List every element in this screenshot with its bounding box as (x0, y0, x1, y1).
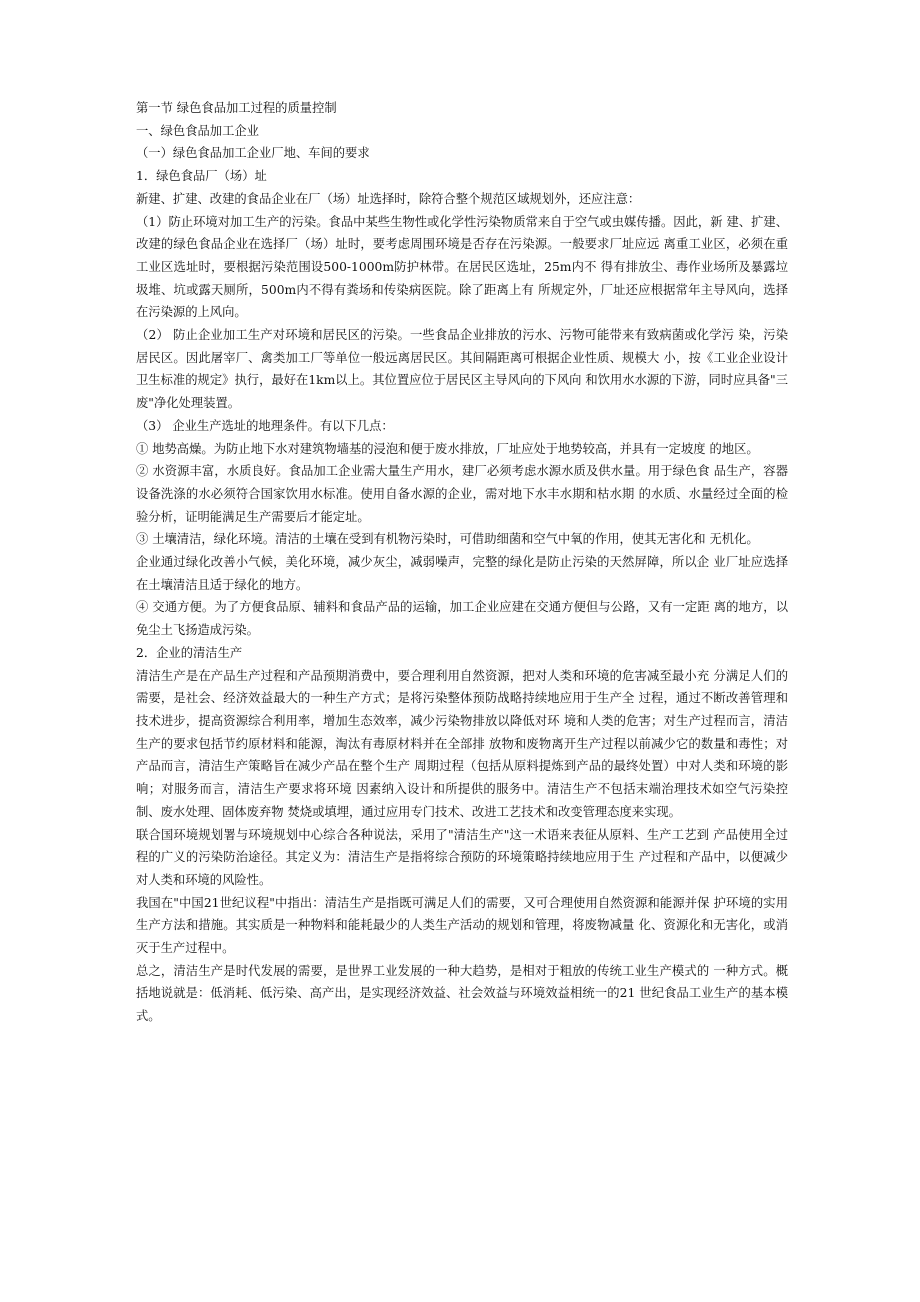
body-paragraph: ① 地势高燥。为防止地下水对建筑物墙基的浸泡和便于废水排放，厂址应处于地势较高，并具有一定坡度 的地区。 (136, 441, 759, 456)
body-paragraph: 总之，清洁生产是时代发展的需要，是世界工业发展的一种大趋势，是相对于粗放的传统工业生产模式的 一种方式。概括地说就是：低消耗、低污染、高产出，是实现经济效益、社会效益与环境效益相统一的21 世纪食品工业生产的基本模式。 (136, 963, 788, 1024)
body-paragraph: （1）防止环境对加工生产的污染。食品中某些生物性或化学性污染物质常来自于空气或虫媒传播。因此，新 建、扩建、改建的绿色食品企业在选择厂（场）址时，要考虑周围环境是否存在污染源。一般要求厂址应远 离重工业区，必须在重工业区选址时，要根据污染范围设500-1000m防护林带。在居民区选址，25m内不 得有排放尘、毒作业场所及暴露垃圾堆、坑或露天厕所，500m内不得有粪场和传染病医院。除了距离上有 所规定外，厂址还应根据常年主导风向，选择在污染源的上风向。 (136, 214, 788, 320)
subsection-heading: 一、绿色食品加工企业 (136, 123, 259, 138)
section-heading: 第一节 绿色食品加工过程的质量控制 (136, 101, 337, 115)
item-heading: 2．企业的清洁生产 (136, 645, 243, 660)
body-paragraph: 我国在"中国21世纪议程"中指出：清洁生产是指既可满足人们的需要，又可合理使用自然资源和能源并保 护环境的实用生产方法和措施。其实质是一种物料和能耗最少的人类生产活动的规划和管理，将废物减量 化、资源化和无害化，或消灭于生产过程中。 (136, 895, 788, 956)
body-paragraph: 联合国环境规划署与环境规划中心综合各种说法，采用了"清洁生产"这一术语来表征从原料、生产工艺到 产品使用全过程的广义的污染防治途径。其定义为：清洁生产是指将综合预防的环境策略持续地应用于生 产过程和产品中，以便减少对人类和环境的风险性。 (136, 827, 788, 887)
body-paragraph: ③ 土壤清洁，绿化环境。清洁的土壤在受到有机物污染时，可借助细菌和空气中氧的作用，使其无害化和 无机化。 (136, 532, 759, 547)
item-heading: 1．绿色食品厂（场）址 (136, 169, 267, 184)
body-paragraph: 企业通过绿化改善小气候，美化环境，减少灰尘，减弱噪声，完整的绿化是防止污染的天然屏障，所以企 业厂址应选择在土壤清洁且适于绿化的地方。 (136, 555, 788, 592)
body-paragraph: （3） 企业生产选址的地理条件。有以下几点： (136, 418, 394, 433)
subsection-heading: （一）绿色食品加工企业厂地、车间的要求 (136, 146, 370, 161)
document-page (136, 97, 788, 1028)
body-paragraph: ④ 交通方便。为了方便食品原、辅料和食品产品的运输，加工企业应建在交通方便但与公路，又有一定距 离的地方，以免尘土飞扬造成污染。 (136, 600, 788, 638)
body-paragraph: 清洁生产是在产品生产过程和产品预期消费中，要合理利用自然资源，把对人类和环境的危害减至最小充 分满足人们的需要，是社会、经济效益最大的一种生产方式；是将污染整体预防战略持续地应用于生产全 过程，通过不断改善管理和技术进步，提高资源综合利用率，增加生态效率，减少污染物排放以降低对环 境和人类的危害；对生产过程而言，清洁生产的要求包括节约原材料和能源，淘汰有毒原材料并在全部排 放物和废物离开生产过程以前减少它的数量和毒性；对产品而言，清洁生产策略旨在减少产品在整个生产 周期过程（包括从原料提炼到产品的最终处置）中对人类和环境的影响；对服务而言，清洁生产要求将环境 因素纳入设计和所提供的服务中。清洁生产不包括末端治理技术如空气污染控制、废水处理、固体废弃物 焚烧或填埋，通过应用专门技术、改进工艺技术和改变管理态度来实现。 (136, 668, 788, 819)
body-paragraph: （2） 防止企业加工生产对环境和居民区的污染。一些食品企业排放的污水、污物可能带来有致病菌或化学污 染，污染居民区。因此屠宰厂、禽类加工厂等单位一般远离居民区。其间隔距离可根据企业性质、规模大 小，按《工业企业设计卫生标准的规定》执行，最好在1km以上。其位置应位于居民区主导风向的下风向 和饮用水水源的下游，同时应具备"三废"净化处理装置。 (136, 328, 788, 411)
body-paragraph: ② 水资源丰富，水质良好。食品加工企业需大量生产用水，建厂必须考虑水源水质及供水量。用于绿色食 品生产，容器设备洗涤的水必须符合国家饮用水标准。使用自备水源的企业，需对地下水丰水期和枯水期 的水质、水量经过全面的检验分析，证明能满足生产需要后才能定址。 (136, 464, 788, 524)
body-paragraph: 新建、扩建、改建的食品企业在厂（场）址选择时，除符合整个规范区域规划外，还应注意： (136, 191, 641, 206)
